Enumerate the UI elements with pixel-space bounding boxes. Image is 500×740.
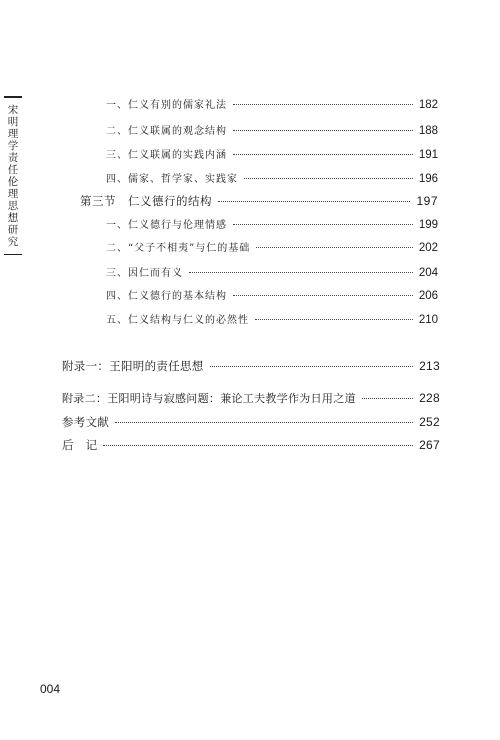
toc-entry[interactable] — [106, 311, 438, 326]
toc-entry-page: 252 — [419, 415, 440, 429]
toc-entry-page: 228 — [419, 391, 440, 405]
leader-dots — [210, 366, 413, 367]
toc-appendix-entry[interactable] — [62, 390, 440, 406]
leader-dots — [189, 272, 413, 273]
toc-entry-title: 二、“父子不相夷”与仁的基础 — [106, 243, 251, 254]
leader-dots — [244, 178, 413, 179]
toc-entry-title: 三、因仁而有义 — [106, 268, 183, 279]
toc-appendix-entry[interactable] — [62, 437, 440, 453]
page-number: 004 — [40, 682, 61, 696]
toc-entry[interactable] — [106, 122, 438, 137]
toc-entry[interactable] — [106, 264, 438, 279]
leader-dots — [233, 154, 413, 155]
leader-dots — [256, 247, 413, 248]
leader-dots — [103, 445, 413, 446]
toc-entry-title: 三、仁义联属的实践内涵 — [106, 150, 227, 161]
toc-entry-page: 202 — [418, 242, 438, 254]
running-title: 宋明理学责任伦理思想研究 — [6, 103, 19, 248]
leader-dots — [233, 104, 413, 105]
toc-entry[interactable] — [106, 216, 438, 231]
leader-dots — [218, 201, 410, 202]
toc-entry-page: 213 — [419, 359, 440, 373]
toc-entry-page: 197 — [416, 194, 438, 208]
toc-entry-title: 参考文献 — [62, 415, 110, 429]
toc-entry[interactable] — [106, 96, 438, 111]
toc-entry-page: 199 — [418, 219, 438, 231]
toc-entry-page: 182 — [418, 99, 438, 111]
leader-dots — [233, 295, 413, 296]
toc-appendix-entry[interactable] — [62, 414, 440, 430]
toc-entry-title: 附录一：王阳明的责任思想 — [62, 359, 204, 373]
toc-entry-page: 191 — [418, 149, 438, 161]
leader-dots — [362, 398, 413, 399]
toc-entry-title: 四、仁义德行的基本结构 — [106, 291, 227, 302]
toc-entry-page: 204 — [418, 267, 438, 279]
toc-entry-title: 一、仁义德行与伦理情感 — [106, 220, 227, 231]
toc-entry-title: 一、仁义有别的儒家礼法 — [106, 100, 227, 111]
toc-entry[interactable] — [106, 287, 438, 302]
toc-entry-title: 二、仁义联属的观念结构 — [106, 126, 227, 137]
leader-dots — [255, 319, 413, 320]
toc-entry-page: 196 — [418, 173, 438, 185]
toc-entry-title: 五、仁义结构与仁义的必然性 — [106, 315, 249, 326]
toc-entry[interactable] — [106, 146, 438, 161]
toc-entry-page: 188 — [418, 125, 438, 137]
toc-entry-title: 第三节 仁义德行的结构 — [80, 194, 212, 208]
toc-entry-page: 210 — [418, 314, 438, 326]
toc-entry-page: 267 — [419, 438, 440, 452]
toc-entry-title: 附录二：王阳明诗与寂感问题：兼论工夫教学作为日用之道 — [62, 392, 356, 405]
toc-section-entry[interactable] — [80, 193, 438, 209]
toc-entry-title: 四、儒家、哲学家、实践家 — [106, 174, 238, 185]
leader-dots — [115, 422, 413, 423]
toc-entry[interactable] — [106, 239, 438, 254]
leader-dots — [233, 130, 413, 131]
toc-appendix-entry[interactable] — [62, 358, 440, 374]
toc-entry[interactable] — [106, 170, 438, 185]
leader-dots — [233, 224, 413, 225]
toc-entry-title: 后 记 — [62, 438, 98, 452]
toc-entry-page: 206 — [418, 290, 438, 302]
